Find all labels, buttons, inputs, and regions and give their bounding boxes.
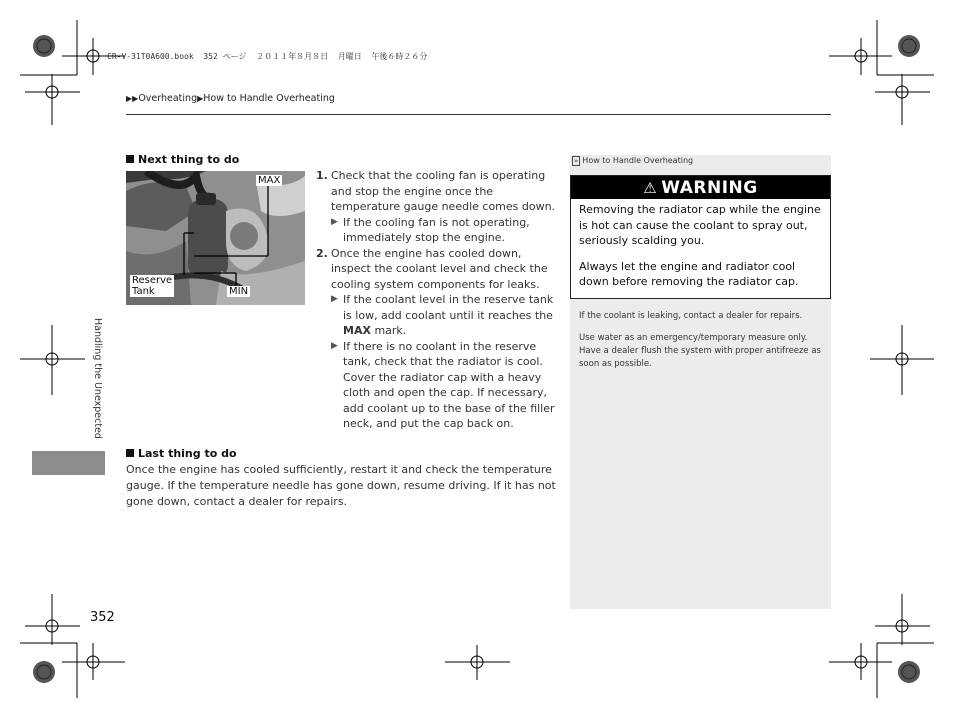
triangle-bullet-icon: ▶	[331, 340, 338, 351]
min-label: MIN	[229, 286, 249, 297]
section-label: Handling the Unexpected	[92, 318, 103, 439]
aside-reference[interactable]: » How to Handle Overheating	[574, 156, 694, 165]
warning-header: ⚠ WARNING	[571, 176, 830, 199]
square-bullet-icon	[126, 155, 134, 163]
breadcrumb-item-how-to-handle[interactable]: How to Handle Overheating	[203, 93, 335, 104]
step-1: 1. Check that the cooling fan is operating and stop the engine once the temperature gauge needle comes down.	[316, 169, 556, 213]
page-number: 352	[90, 610, 115, 625]
reserve-tank-label: Reserve Tank	[132, 275, 173, 297]
note-water: Use water as an emergency/temporary measure only. Have a dealer flush the system with proper antifreeze as soon as possible.	[579, 333, 821, 369]
breadcrumb	[126, 93, 335, 104]
step-2-note-a: ▶ If the coolant level in the reserve tank is low, add coolant until it reaches the MAX mark.	[331, 293, 554, 337]
next-heading: Next thing to do	[126, 153, 239, 166]
step-2: 2. Once the engine has cooled down, inspect the coolant level and check the cooling system components for leaks.	[316, 246, 548, 291]
warning-text: Removing the radiator cap while the engine is hot can cause the coolant to spray out, seriously scalding you. Always let the engine and radiator cool down before removing the radiator cap.	[579, 203, 821, 288]
reference-icon: »	[574, 157, 579, 165]
max-label: MAX	[258, 175, 281, 186]
triangle-bullet-icon: ▶	[331, 216, 338, 227]
step-2-note-b: ▶ If there is no coolant in the reserve tank, check that the radiator is cool. Cover the radiator cap with a heavy cloth and open the cap. If necessary, add coolant up to the base of the filler neck, and put the cap back on.	[331, 339, 555, 430]
step-1-note: ▶ If the cooling fan is not operating, immediately stop the engine.	[331, 215, 530, 244]
breadcrumb-separator: ▶	[197, 94, 204, 103]
breadcrumb-item-overheating[interactable]: Overheating	[138, 93, 198, 104]
engine-photo	[126, 171, 305, 305]
last-heading: Last thing to do	[126, 447, 237, 460]
print-header: CR-V-31T0A600.book 352 ページ ２０１１年８月８日 月曜日 午後６時２６分	[107, 52, 428, 61]
last-body: Once the engine has cooled sufficiently, restart it and check the temperature gauge. If the temperature needle has gone down, resume driving. If it has not gone down, contact a dealer for repairs.	[126, 463, 556, 508]
square-bullet-icon	[126, 449, 134, 457]
aside-notes	[579, 310, 825, 380]
header-rule	[126, 114, 831, 115]
note-leak: If the coolant is leaking, contact a dealer for repairs.	[579, 311, 803, 321]
breadcrumb-arrow: ▶▶	[126, 94, 139, 103]
triangle-bullet-icon: ▶	[331, 294, 338, 304]
warning-icon: ⚠	[643, 178, 658, 197]
section-tab[interactable]	[32, 451, 105, 475]
procedure-steps	[316, 168, 556, 432]
